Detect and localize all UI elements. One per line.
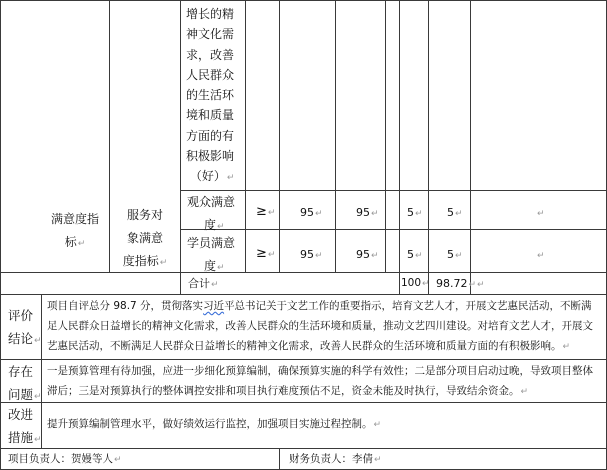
operator: ≥↵	[256, 204, 276, 219]
measures-label: 改进 措施↵	[8, 407, 42, 445]
remark: ↵	[537, 209, 545, 219]
target-value: 95↵	[300, 206, 323, 219]
evaluation-text: 项目自评总分 98.7 分，贯彻落实习近平总书记关于文艺工作的重要指示，培育文艺人才，开展文艺惠民活动，不断满足人民群众日益增长的精神文化需求，改善人民群众的生活环境和质量，推动文艺四川建设。对培育文艺人才，开展文艺惠民活动，不断满足人民群众日益增长的精神文化需求，改善人民群众的生活环境和质量方面的有积极影响。↵	[47, 300, 593, 352]
satisfaction-indicator-label: 满意度指 标↵	[50, 212, 99, 249]
total-label: 合计↵	[188, 277, 219, 290]
actual-value: 95↵	[356, 248, 379, 261]
total-weight: 100↵	[401, 277, 430, 289]
weight-value: 5↵	[407, 248, 423, 261]
operator: ≥↵	[256, 246, 276, 261]
problems-label: 存在 问题↵	[8, 364, 42, 402]
score-value: 5↵	[447, 248, 463, 261]
service-target-satisfaction-label: 服务对 象满意 度指标↵	[122, 208, 168, 268]
evaluation-label: 评价 结论↵	[8, 308, 42, 346]
total-remark: ↵	[477, 280, 485, 290]
impact-description: 增长的精 神文化需 求，改善 人民群众 的生活环 境和质量 方面的有 积极影响 （好）↵	[186, 7, 235, 184]
score-value: 5↵	[447, 206, 463, 219]
weight-value: 5↵	[407, 206, 423, 219]
measures-text: 提升预算编制管理水平，做好绩效运行监控，加强项目实施过程控制。↵	[47, 418, 382, 430]
project-lead: 项目负责人：贺嫚等人↵	[8, 453, 122, 465]
target-value: 95↵	[300, 248, 323, 261]
finance-lead: 财务负责人：李倩↵	[289, 453, 382, 465]
remark: ↵	[537, 251, 545, 261]
problems-text: 一是预算管理有待加强，应进一步细化预算编制，确保预算实施的科学有效性；二是部分项目启动过晚，导致项目整体滞后；三是对预算执行的整体调控安排和项目执行难度预估不足，资金未能及时执行，导致结余资金。↵	[47, 365, 593, 397]
total-score: 98.72↵	[436, 277, 477, 290]
metric-name: 观众满意 度↵	[187, 195, 236, 232]
metric-name: 学员满意 度↵	[187, 236, 236, 273]
actual-value: 95↵	[356, 206, 379, 219]
